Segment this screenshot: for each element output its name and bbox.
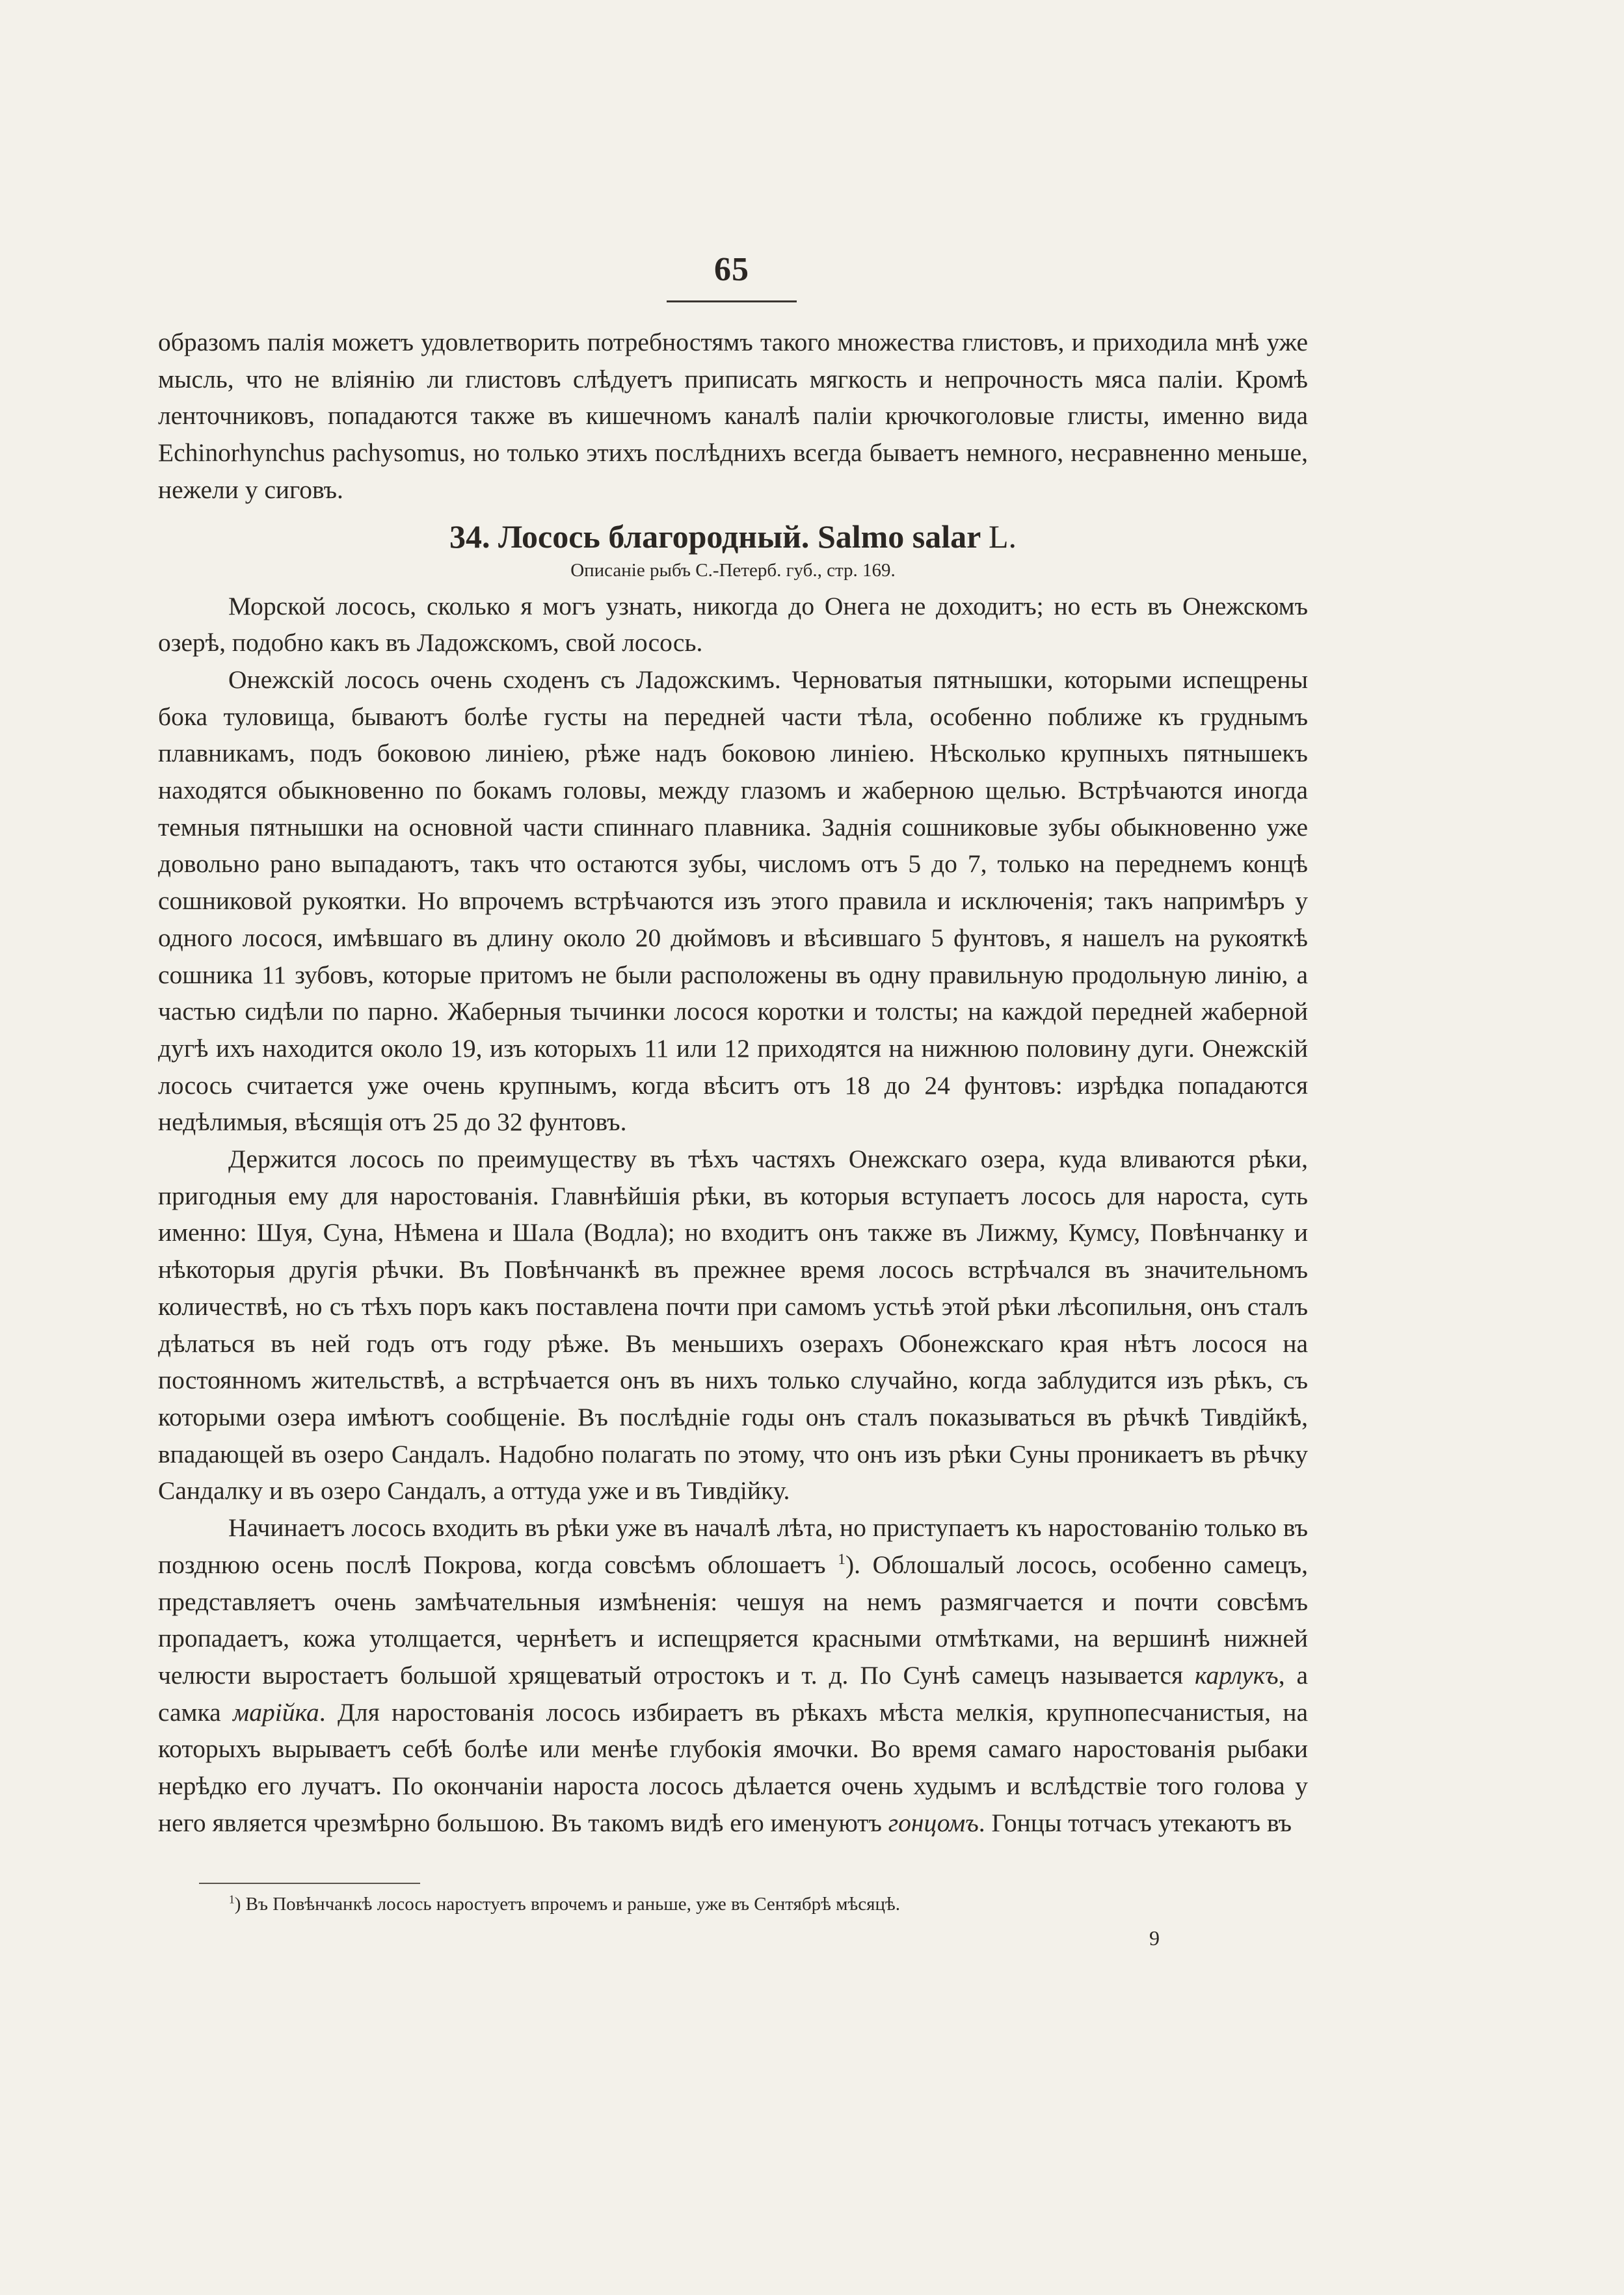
footnote-mark: 1 [229,1892,235,1906]
signature-mark: 9 [1149,1926,1160,1950]
paragraph-salmon-rivers: Держится лосось по преимуществу въ тѣхъ частяхъ Онежскаго озера, куда вливаются рѣки, пригодныя ему для наростованія. Главнѣйшія рѣки, въ которыя вступаетъ лосось для нароста, суть именно: Шуя, Суна, Нѣмена и Шала (Водла); но входитъ онъ также въ Лижму, Кумсу, Повѣнчанку и нѣкоторыя другія рѣчки. Въ Повѣнчанкѣ въ прежнее время лосось встрѣчался въ значительномъ количествѣ, но съ тѣхъ поръ какъ поставлена почти при самомъ устьѣ этой рѣки лѣсопильня, онъ сталъ дѣлаться въ ней годъ отъ году рѣже. Въ меньшихъ озерахъ Обонежскаго края нѣтъ лосося на постоянномъ жительствѣ, а встрѣчается онъ въ нихъ только случайно, когда заблудится изъ рѣкъ, съ которыми озера имѣютъ сообщеніе. Въ послѣдніе годы онъ сталъ показываться въ рѣчкѣ Тивдійкѣ, впадающей въ озеро Сандалъ. Надобно полагать по этому, что онъ изъ рѣки Суны проникаетъ въ рѣчку Сандалку и въ озеро Сандалъ, а оттуда уже и въ Тивдійку. [158,1145,1308,1506]
term-karluk: карлукъ [1194,1660,1279,1690]
section-reference: Описаніе рыбъ С.-Петерб. губ., стр. 169. [570,559,896,581]
paragraph-onega-salmon-description: Онежскій лосось очень сходенъ съ Ладожскимъ. Черноватыя пятнышки, которыми испещрены бока туловища, бываютъ болѣе густы на передней части тѣла, особенно поближе къ груднымъ плавникамъ, подъ боковою линіею, рѣже надъ боковою линіею. Нѣсколько крупныхъ пятнышекъ находятся обыкновенно по бокамъ головы, между глазомъ и жаберною щелью. Встрѣчаются иногда темныя пятнышки на основной части спиннаго плавника. Заднія сошниковые зубы обыкновенно уже довольно рано выпадаютъ, такъ что остаются зубы, числомъ отъ 5 до 7, только на переднемъ концѣ сошниковой рукоятки. Но впрочемъ встрѣчаются изъ этого правила и исключенія; такъ напримѣръ у одного лосося, имѣвшаго въ длину около 20 дюймовъ и вѣсившаго 5 фунтовъ, я нашелъ на рукояткѣ сошника 11 зубовъ, которые притомъ не были расположены въ одну правильную продольную линію, а частью сидѣли по парно. Жаберныя тычинки лосося коротки и толсты; на каждой передней жаберной дугѣ ихъ находится около 19, изъ которыхъ 11 или 12 приходятся на нижнюю половину дуги. Онежскій лосось считается уже очень крупнымъ, когда вѣситъ отъ 18 до 24 фунтовъ: изрѣдка попадаются недѣлимыя, вѣсящія отъ 25 до 32 фунтовъ. [158,665,1308,1137]
footnote-text: ) Въ Повѣнчанкѣ лосось наростуетъ впрочемъ и раньше, уже въ Сентябрѣ мѣсяцѣ. [234,1894,900,1915]
footnote-rule [199,1883,420,1884]
page-number: 65 [714,251,749,288]
page-number-rule [667,300,797,302]
spawning-text-a: Начинаетъ лосось входить въ рѣки уже въ началѣ лѣта, но приступаетъ къ наростованію только въ позднюю осень послѣ Покрова, когда совсѣмъ облошаетъ [158,1513,1308,1579]
paragraph-spawning [158,1509,1308,1841]
paragraph-continuation: образомъ палія можетъ удовлетворить потребностямъ такого множества глистовъ, и приходила мнѣ уже мысль, что не вліянію ли глистовъ слѣдуетъ приписать мягкость и непрочность мяса паліи. Кромѣ ленточниковъ, попадаются также въ кишечномъ каналѣ паліи крючкоголовые глисты, именно вида Echinorhynchus pachysomus, но только этихъ послѣднихъ всегда бываетъ немного, несравненно меньше, нежели у сиговъ. [158,328,1308,504]
paragraph-sea-salmon: Морской лосось, сколько я могъ узнать, никогда до Онега не доходитъ; но есть въ Онежскомъ озерѣ, подобно какъ въ Ладожскомъ, свой лосось. [158,591,1308,657]
footnote-reference: 1 [838,1550,845,1568]
term-mariyka: марійка [233,1697,319,1727]
footnote [229,1891,1205,1917]
spawning-text-d: . Для наростованія лосось избираетъ въ рѣкахъ мѣста мелкія, крупнопесчанистыя, на которыхъ вырываетъ себѣ болѣе или менѣе глубокія ямочки. Во время самаго наростованія рыбаки нерѣдко его лучатъ. По окончаніи нароста лосось дѣлается очень худымъ и вслѣдствіе того голова у него является чрезмѣрно большою. Въ такомъ видѣ его именуютъ [158,1697,1308,1837]
spawning-text-c: , а самка [158,1660,1308,1727]
heading-latin-name: Salmo salar [817,518,981,555]
section-heading [158,516,1308,557]
term-gonets: гонцомъ [888,1808,979,1837]
spawning-text-e: . Гонцы тотчасъ утекаютъ въ [978,1808,1292,1837]
body-text [158,324,1308,1841]
heading-author: L. [988,518,1017,555]
heading-title: 34. Лосось благородный. [449,518,810,555]
spawning-text-b: ). Облошалый лосось, особенно самецъ, представляетъ очень замѣчательныя измѣненія: чешуя на немъ размягчается и почти совсѣмъ пропадаетъ, кожа утолщается, чернѣетъ и испещряется красными отмѣтками, на вершинѣ нижней челюсти выростаетъ большой хрящеватый отростокъ и т. д. По Сунѣ самецъ называется [158,1550,1308,1690]
